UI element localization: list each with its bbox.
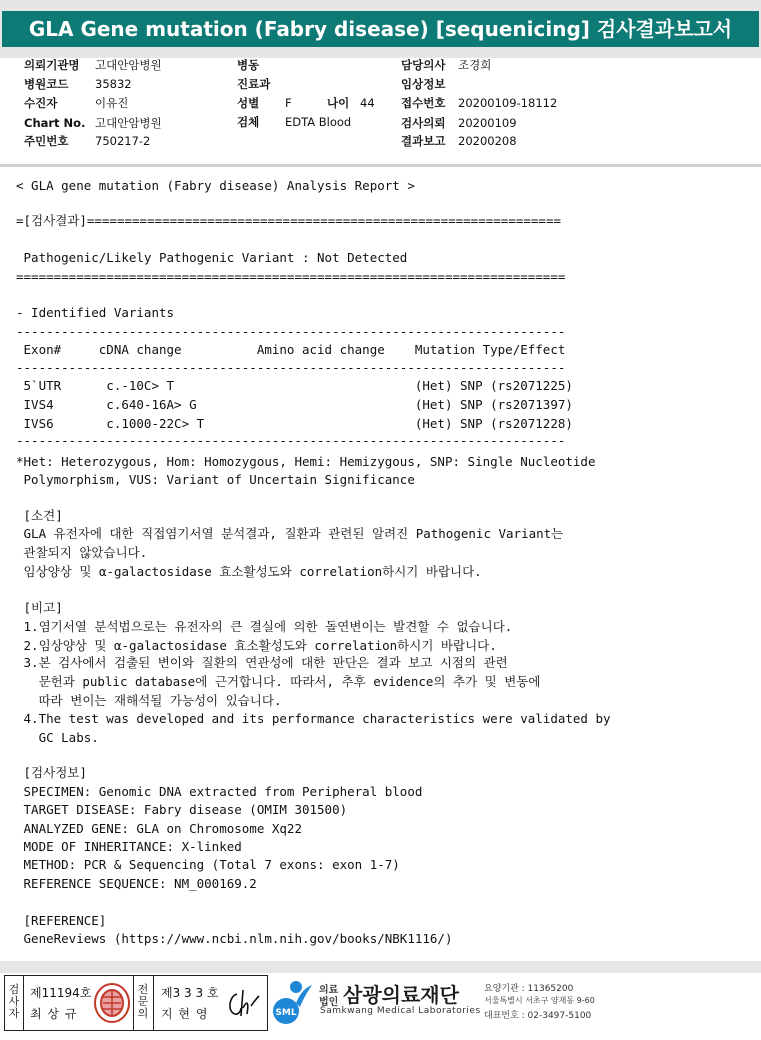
header-value: 고대안암병원	[95, 116, 162, 130]
table-rule: -------------------------------------------------------------------------	[16, 360, 566, 375]
header-value: 44	[360, 96, 375, 110]
header-value: 20200109-18112	[458, 96, 558, 110]
brand-name: 삼광의료재단	[343, 983, 459, 1007]
report-header	[0, 58, 761, 164]
report-text: TARGET DISEASE: Fabry disease (OMIM 301500)	[16, 802, 348, 817]
section-rule: =========================================================================	[16, 269, 566, 284]
header-row: 주민번호	[24, 134, 69, 148]
divider	[133, 976, 134, 1030]
section-heading: [검사정보]	[16, 765, 87, 780]
header-value: 조경희	[458, 58, 492, 72]
report-footer	[0, 973, 761, 1040]
report-text: 따라 변이는 재해석될 가능성이 있습니다.	[16, 693, 282, 708]
examiner-license: 제11194호	[30, 986, 92, 1000]
divider	[153, 976, 154, 1030]
signature-box	[4, 975, 268, 1031]
seal-icon	[93, 983, 131, 1023]
report-text: 문헌과 public database에 근거합니다. 따라서, 추후 evidence의 추가 및 변동에	[16, 674, 541, 689]
report-heading: < GLA gene mutation (Fabry disease) Analysis Report >	[16, 178, 415, 193]
header-value: F	[285, 96, 292, 110]
report-text: MODE OF INHERITANCE: X-linked	[16, 839, 242, 854]
brand-english: Samkwang Medical Laboratories	[320, 1006, 481, 1016]
header-value: EDTA Blood	[285, 115, 352, 129]
title-bar	[0, 0, 761, 58]
brand-prefix-bottom: 법인	[319, 997, 339, 1008]
section-heading: - Identified Variants	[16, 305, 175, 320]
header-row: 결과보고	[401, 134, 446, 148]
header-row: Chart No.	[24, 116, 86, 130]
header-row: 의뢰기관명	[24, 58, 80, 72]
report-body	[0, 167, 761, 961]
reference-link: GeneReviews (https://www.ncbi.nlm.nih.gov/books/NBK1116/)	[16, 931, 453, 946]
table-row: IVS4 c.640-16A> G (Het) SNP (rs2071397)	[16, 397, 573, 412]
signature-icon	[223, 986, 263, 1020]
header-row: 임상정보	[401, 77, 446, 91]
header-row: 수진자	[24, 96, 58, 110]
specialist-name: 지 현 영	[161, 1007, 209, 1021]
report-text: METHOD: PCR & Sequencing (Total 7 exons: exon 1-7)	[16, 857, 400, 872]
report-text: GLA 유전자에 대한 직접염기서열 분석결과, 질환과 관련된 알려진 Pathogenic Variant는	[16, 526, 564, 541]
brand-prefix-top: 의료	[319, 985, 339, 996]
report-text: ANALYZED GENE: GLA on Chromosome Xq22	[16, 821, 302, 836]
sml-logo-icon	[270, 977, 314, 1027]
report-text: REFERENCE SEQUENCE: NM_000169.2	[16, 876, 257, 891]
header-row: 성별	[237, 96, 260, 110]
report-text: 임상양상 및 α-galactosidase 효소활성도와 correlation하시기 바랍니다.	[16, 564, 482, 579]
examiner-name: 최 상 규	[30, 1007, 78, 1021]
header-value: 20200208	[458, 134, 517, 148]
result-summary: Pathogenic/Likely Pathogenic Variant : Not Detected	[16, 250, 408, 265]
footnote: Polymorphism, VUS: Variant of Uncertain Significance	[16, 472, 415, 487]
header-value: 이유진	[95, 96, 129, 110]
report-text: 2.임상양상 및 α-galactosidase 효소활성도와 correlation하시기 바랍니다.	[16, 638, 497, 653]
report-title: GLA Gene mutation (Fabry disease) [sequenicing] 검사결과보고서	[2, 11, 759, 47]
report-text: GC Labs.	[16, 730, 99, 745]
table-row: 5`UTR c.-10C> T (Het) SNP (rs2071225)	[16, 378, 573, 393]
sml-logo-text: SML	[275, 1008, 297, 1018]
header-row: 병원코드	[24, 77, 69, 91]
table-row: IVS6 c.1000-22C> T (Het) SNP (rs2071228)	[16, 416, 573, 431]
report-text: 1.염기서열 분석법으로는 유전자의 큰 결실에 의한 돌연변이는 발견할 수 없습니다.	[16, 619, 513, 634]
report-text: 3.본 검사에서 검출된 변이와 질환의 연관성에 대한 판단은 결과 보고 시점의 관련	[16, 655, 508, 670]
specialist-license: 제3 3 3 호	[161, 986, 219, 1000]
header-value: 고대안암병원	[95, 58, 162, 72]
examiner-label: 검사자	[8, 983, 20, 1020]
specialist-label: 전문의	[137, 983, 149, 1020]
header-row: 검사의뢰	[401, 116, 446, 130]
section-heading: [비고]	[16, 600, 63, 615]
report-text: 관찰되지 않았습니다.	[16, 545, 148, 560]
header-row: 병동	[237, 58, 260, 72]
header-row: 나이	[327, 96, 350, 110]
header-row: 진료과	[237, 77, 271, 91]
table-rule: -------------------------------------------------------------------------	[16, 324, 566, 339]
report-text: 4.The test was developed and its performance characteristics were validated by	[16, 711, 611, 726]
footnote: *Het: Heterozygous, Hom: Homozygous, Hemi: Hemizygous, SNP: Single Nucleotide	[16, 454, 596, 469]
header-row: 접수번호	[401, 96, 446, 110]
section-heading: [소견]	[16, 508, 63, 523]
table-rule: -------------------------------------------------------------------------	[16, 433, 566, 448]
header-row: 검체	[237, 115, 260, 129]
section-rule: =[검사결과]===============================================================	[16, 213, 561, 228]
header-value: 750217-2	[95, 134, 151, 148]
header-row: 담당의사	[401, 58, 446, 72]
org-code: 요양기관 : 11365200	[484, 984, 574, 994]
footer-divider	[0, 961, 761, 973]
header-value: 35832	[95, 77, 132, 91]
table-header: Exon# cDNA change Amino acid change Mutation Type/Effect	[16, 342, 566, 357]
org-address: 서울특별시 서초구 양재동 9-60	[484, 996, 595, 1005]
org-phone: 대표번호 : 02-3497-5100	[484, 1011, 592, 1021]
divider	[23, 976, 24, 1030]
section-heading: [REFERENCE]	[16, 913, 107, 928]
header-value: 20200109	[458, 116, 517, 130]
report-text: SPECIMEN: Genomic DNA extracted from Peripheral blood	[16, 784, 423, 799]
